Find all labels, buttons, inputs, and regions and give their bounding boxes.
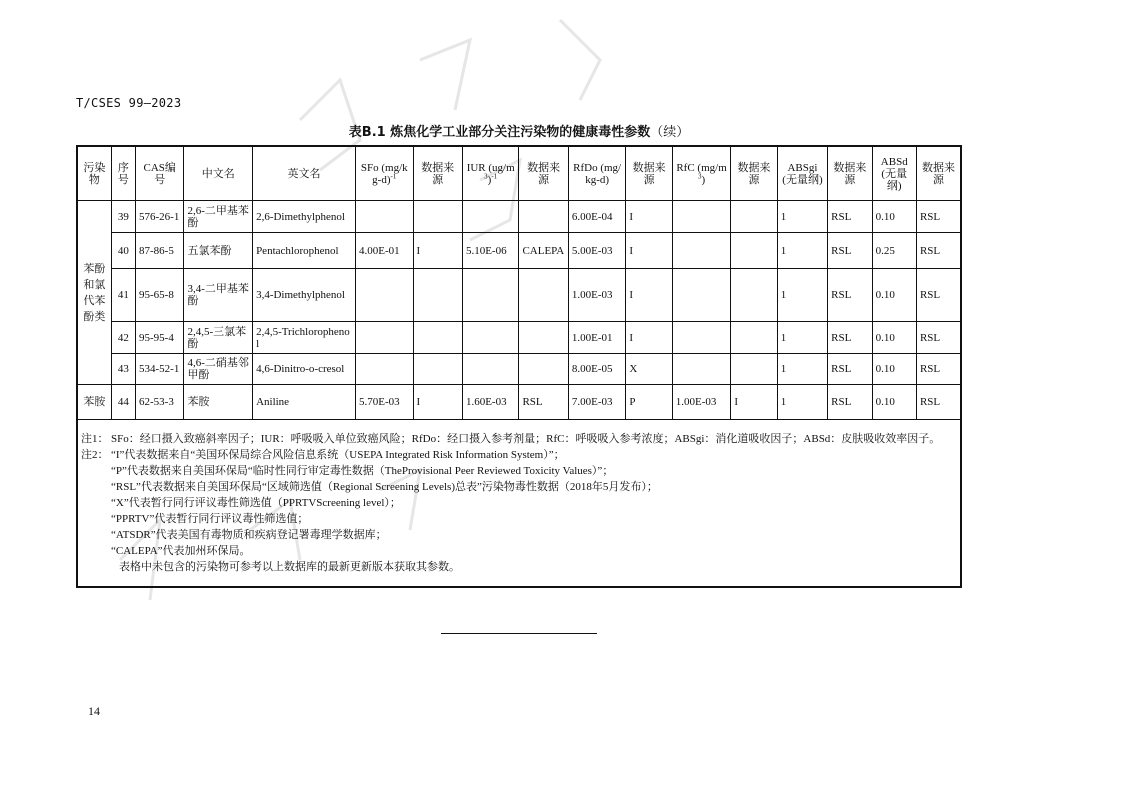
cell-cn: 4,6-二硝基邻甲酚: [184, 354, 253, 385]
cell-iur-src: [519, 269, 568, 322]
cell-absgi: 1: [777, 385, 827, 420]
cell-rfdo: 1.00E-01: [568, 322, 626, 354]
header-src3: 数据来源: [626, 146, 672, 201]
cell-cas: 95-65-8: [136, 269, 184, 322]
cell-iur-src: [519, 322, 568, 354]
cell-absd: 0.10: [872, 385, 916, 420]
note-1-label: 注1：: [81, 433, 109, 445]
header-rfc-end: ): [701, 173, 706, 186]
cell-rfc-src: [731, 322, 777, 354]
cell-rfc: [672, 201, 731, 233]
note-1: [81, 431, 957, 447]
cell-cas: 95-95-4: [136, 322, 184, 354]
cell-absd-src: RSL: [916, 354, 961, 385]
cell-rfdo-src: I: [626, 322, 672, 354]
cell-rfdo: 5.00E-03: [568, 233, 626, 269]
group-aniline: 苯胺: [77, 385, 111, 420]
header-absgi: ABSgi (无量纲): [777, 146, 827, 201]
cell-cn: 3,4-二甲基苯酚: [184, 269, 253, 322]
table-row: [77, 322, 961, 354]
table-row: [77, 269, 961, 322]
cell-absd-src: RSL: [916, 385, 961, 420]
page-number: 14: [88, 704, 100, 718]
cell-sfo-src: I: [413, 233, 462, 269]
cell-absgi-src: RSL: [828, 269, 872, 322]
table-header-row: [77, 146, 961, 201]
cell-rfc: [672, 354, 731, 385]
header-rfc-sup: 3: [697, 171, 702, 180]
note-2-line: “ATSDR”代表美国有毒物质和疾病登记署毒理学数据库；: [111, 529, 387, 541]
group-phenol: 苯酚和氯代苯酚类: [77, 201, 111, 385]
cell-sfo: [355, 354, 413, 385]
cell-seq: 42: [111, 322, 135, 354]
header-cas: CAS编号: [136, 146, 184, 201]
cell-seq: 41: [111, 269, 135, 322]
cell-sfo-src: [413, 354, 462, 385]
cell-absd: 0.25: [872, 233, 916, 269]
end-rule: [441, 633, 597, 634]
header-rfc-text: RfC (mg/m: [676, 161, 727, 174]
cell-absgi-src: RSL: [828, 201, 872, 233]
cell-sfo: [355, 269, 413, 322]
note-2-line: “PPRTV”代表暂行同行评议毒性筛选值；: [111, 513, 309, 525]
cell-en: 4,6-Dinitro-o-cresol: [253, 354, 356, 385]
cell-absd: 0.10: [872, 354, 916, 385]
cell-absgi: 1: [777, 354, 827, 385]
cell-iur: [462, 322, 519, 354]
cell-absgi-src: RSL: [828, 322, 872, 354]
header-seq: 序号: [111, 146, 135, 201]
header-en: 英文名: [253, 146, 356, 201]
notes-row: [77, 420, 961, 588]
cell-seq: 39: [111, 201, 135, 233]
header-src6: 数据来源: [916, 146, 961, 201]
note-2-label: 注2：: [81, 449, 109, 461]
note-2-line: “X”代表暂行同行评议毒性筛选值（PPRTVScreening level）；: [111, 497, 401, 509]
header-absd: ABSd (无量纲): [872, 146, 916, 201]
header-iur-sup1: 3: [484, 171, 488, 180]
cell-cas: 576-26-1: [136, 201, 184, 233]
cell-cas: 62-53-3: [136, 385, 184, 420]
cell-cas: 87-86-5: [136, 233, 184, 269]
cell-seq: 43: [111, 354, 135, 385]
cell-absd-src: RSL: [916, 269, 961, 322]
cell-sfo-src: [413, 269, 462, 322]
cell-rfc-src: I: [731, 385, 777, 420]
cell-absd-src: RSL: [916, 322, 961, 354]
cell-iur-src: [519, 201, 568, 233]
header-iur-sup2: -1: [491, 171, 498, 180]
cell-absgi: 1: [777, 269, 827, 322]
header-sfo-text: SFo (mg/kg-d): [360, 161, 408, 186]
cell-seq: 40: [111, 233, 135, 269]
header-cn: 中文名: [184, 146, 253, 201]
cell-en: Aniline: [253, 385, 356, 420]
cell-sfo-src: I: [413, 385, 462, 420]
cell-sfo-src: [413, 322, 462, 354]
cell-sfo-src: [413, 201, 462, 233]
cell-en: 2,4,5-Trichlorophenol: [253, 322, 356, 354]
cell-absd: 0.10: [872, 322, 916, 354]
note-2-line: “CALEPA”代表加州环保局。: [111, 545, 251, 557]
notes-closing: 表格中未包含的污染物可参考以上数据库的最新更新版本获取其参数。: [119, 561, 460, 573]
note-2-line: “P”代表数据来自美国环保局“临时性同行审定毒性数据（TheProvisional Peer Reviewed Toxicity Values）”；: [111, 465, 614, 477]
cell-sfo: [355, 322, 413, 354]
note-2-text: “I”代表数据来自“美国环保局综合风险信息系统（USEPA Integrated Risk Information System）”；: [111, 449, 565, 461]
cell-iur: 1.60E-03: [462, 385, 519, 420]
table-row: [77, 201, 961, 233]
cell-iur: [462, 354, 519, 385]
cell-rfdo-src: I: [626, 233, 672, 269]
cell-rfdo-src: I: [626, 269, 672, 322]
header-src5: 数据来源: [828, 146, 872, 201]
cell-iur-src: CALEPA: [519, 233, 568, 269]
note-2-line: “RSL”代表数据来自美国环保局“区域筛选值（Regional Screening Levels)总表”污染物毒性数据（2018年5月发布）；: [111, 481, 658, 493]
cell-rfdo-src: I: [626, 201, 672, 233]
cell-en: 3,4-Dimethylphenol: [253, 269, 356, 322]
cell-rfc: [672, 233, 731, 269]
cell-seq: 44: [111, 385, 135, 420]
cell-absgi-src: RSL: [828, 385, 872, 420]
header-src1: 数据来源: [413, 146, 462, 201]
cell-sfo: 4.00E-01: [355, 233, 413, 269]
cell-rfc: 1.00E-03: [672, 385, 731, 420]
cell-rfc-src: [731, 354, 777, 385]
notes-cell: [77, 420, 961, 588]
cell-rfdo: 6.00E-04: [568, 201, 626, 233]
note-2-line-0: [81, 447, 957, 463]
cell-rfdo: 1.00E-03: [568, 269, 626, 322]
cell-rfdo: 7.00E-03: [568, 385, 626, 420]
header-src2: 数据来源: [519, 146, 568, 201]
header-src4: 数据来源: [731, 146, 777, 201]
header-iur: [462, 146, 519, 201]
cell-absgi: 1: [777, 201, 827, 233]
cell-sfo: [355, 201, 413, 233]
caption-text: 表B.1 炼焦化学工业部分关注污染物的健康毒性参数: [348, 125, 651, 140]
header-pollutant: 污染物: [77, 146, 111, 201]
cell-en: Pentachlorophenol: [253, 233, 356, 269]
cell-cn: 苯胺: [184, 385, 253, 420]
cell-absgi: 1: [777, 233, 827, 269]
cell-cn: 2,4,5-三氯苯酚: [184, 322, 253, 354]
standard-code: T/CSES 99—2023: [76, 96, 182, 110]
cell-absd-src: RSL: [916, 233, 961, 269]
note-1-text: SFo：经口摄入致癌斜率因子；IUR：呼吸吸入单位致癌风险；RfDo：经口摄入参考剂量；RfC：呼吸吸入参考浓度；ABSgi：消化道吸收因子；ABSd：皮肤吸收效率因子。: [111, 433, 941, 445]
cell-iur-src: RSL: [519, 385, 568, 420]
cell-cn: 2,6-二甲基苯酚: [184, 201, 253, 233]
cell-iur: 5.10E-06: [462, 233, 519, 269]
cell-en: 2,6-Dimethylphenol: [253, 201, 356, 233]
cell-cas: 534-52-1: [136, 354, 184, 385]
header-rfc: [672, 146, 731, 201]
cell-absgi-src: RSL: [828, 233, 872, 269]
cell-iur-src: [519, 354, 568, 385]
cell-rfc-src: [731, 233, 777, 269]
cell-rfc-src: [731, 201, 777, 233]
cell-absgi: 1: [777, 322, 827, 354]
cell-absd: 0.10: [872, 201, 916, 233]
table-row: [77, 385, 961, 420]
cell-rfdo-src: X: [626, 354, 672, 385]
cell-cn: 五氯苯酚: [184, 233, 253, 269]
cell-iur: [462, 269, 519, 322]
table-row: [77, 233, 961, 269]
toxicity-table: [76, 145, 962, 588]
cell-rfdo: 8.00E-05: [568, 354, 626, 385]
cell-rfc: [672, 322, 731, 354]
cell-sfo: 5.70E-03: [355, 385, 413, 420]
header-iur-text: IUR (ug/m: [466, 161, 515, 174]
table-caption: [76, 121, 962, 140]
header-iur-mid: ): [487, 173, 492, 186]
cell-iur: [462, 201, 519, 233]
cell-absgi-src: RSL: [828, 354, 872, 385]
header-rfdo: RfDo (mg/kg-d): [568, 146, 626, 201]
cell-rfdo-src: P: [626, 385, 672, 420]
cell-rfc-src: [731, 269, 777, 322]
table-row: [77, 354, 961, 385]
caption-suffix: （续）: [650, 125, 690, 140]
header-sfo-sup: -1: [390, 171, 397, 180]
header-sfo: [355, 146, 413, 201]
cell-absd-src: RSL: [916, 201, 961, 233]
cell-rfc: [672, 269, 731, 322]
cell-absd: 0.10: [872, 269, 916, 322]
